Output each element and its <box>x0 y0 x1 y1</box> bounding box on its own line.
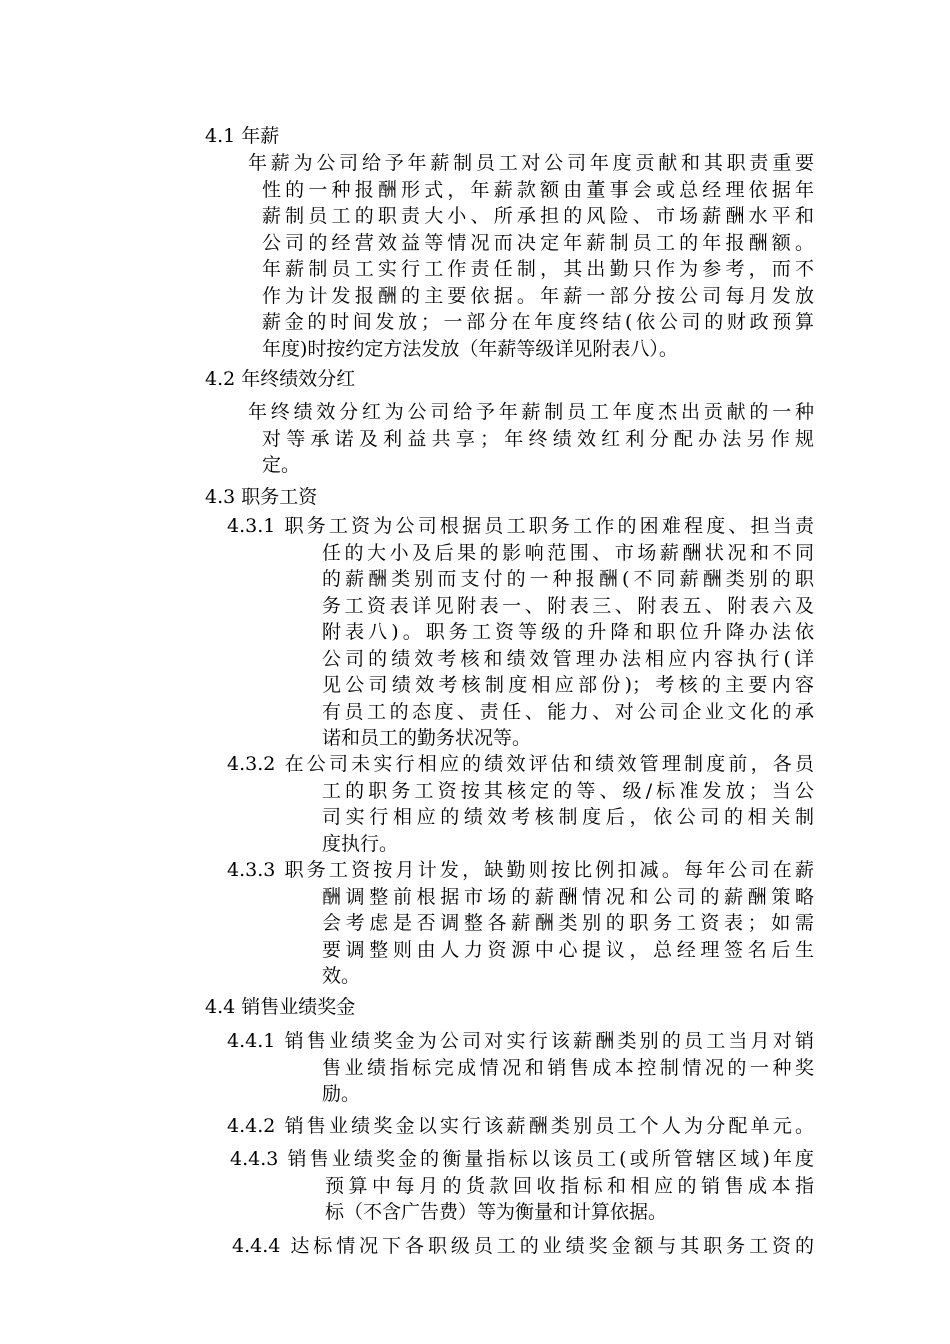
text-line: 预算中每月的货款回收指标和相应的销售成本指 <box>325 1174 814 1197</box>
text-line: 公司的绩效考核和绩效管理办法相应内容执行(详 <box>322 647 814 670</box>
text-line: 要调整则由人力资源中心提议，总经理签名后生 <box>322 938 814 961</box>
text-line: 4.3.2 在公司未实行相应的绩效评估和绩效管理制度前，各员 <box>227 753 814 775</box>
text-line: 年终绩效分红为公司给予年薪制员工年度杰出贡献的一种 <box>248 401 814 423</box>
text-line: 司实行相应的绩效考核制度后，依公司的相关制 <box>322 806 814 828</box>
section-heading-4-4: 4.4 销售业绩奖金 <box>205 996 356 1018</box>
text-line: 4.4.3 销售业绩奖金的衡量指标以该员工(或所管辖区域)年度 <box>230 1148 814 1170</box>
section-heading-4-2: 4.2 年终绩效分红 <box>205 368 356 390</box>
text-line: 有员工的态度、责任、能力、对公司企业文化的承 <box>322 700 814 723</box>
text-line: 公司的经营效益等情况而决定年薪制员工的年报酬额。 <box>262 231 814 254</box>
text-line: 性的一种报酬形式，年薪款额由董事会或总经理依据年 <box>262 178 814 201</box>
text-line: 年薪制员工实行工作责任制，其出勤只作为参考，而不 <box>262 258 814 280</box>
section-heading-4-1: 4.1 年薪 <box>205 125 280 147</box>
text-line: 诺和员工的勤务状况等。 <box>322 727 532 749</box>
text-line: 工的职务工资按其核定的等、级/标准发放；当公 <box>322 779 814 802</box>
text-line: 标（不含广告费）等为衡量和计算依据。 <box>325 1201 668 1223</box>
text-line: 售业绩指标完成情况和销售成本控制情况的一种奖 <box>322 1056 814 1079</box>
text-line: 作为计发报酬的主要依据。年薪一部分按公司每月发放 <box>262 284 814 307</box>
text-line: 4.3.1 职务工资为公司根据员工职务工作的困难程度、担当责 <box>227 515 814 537</box>
text-line: 会考虑是否调整各薪酬类别的职务工资表；如需 <box>322 912 814 934</box>
text-line: 务工资表详见附表一、附表三、附表五、附表六及 <box>322 594 814 617</box>
text-line: 薪金的时间发放；一部分在年度终结(依公司的财政预算 <box>262 311 814 333</box>
text-line: 4.4.2 销售业绩奖金以实行该薪酬类别员工个人为分配单元。 <box>227 1115 814 1137</box>
section-heading-4-3: 4.3 职务工资 <box>205 486 318 508</box>
text-line: 酬调整前根据市场的薪酬情况和公司的薪酬策略 <box>322 885 814 908</box>
text-line: 4.4.1 销售业绩奖金为公司对实行该薪酬类别的员工当月对销 <box>227 1030 814 1052</box>
text-line: 定。 <box>262 454 301 476</box>
text-line: 任的大小及后果的影响范围、市场薪酬状况和不同 <box>322 541 814 564</box>
text-line: 的薪酬类别而支付的一种报酬(不同薪酬类别的职 <box>322 568 814 590</box>
text-line: 薪制员工的职责大小、所承担的风险、市场薪酬水平和 <box>262 205 814 227</box>
text-line: 度执行。 <box>322 832 399 855</box>
text-line: 见公司绩效考核制度相应部份)；考核的主要内容 <box>322 674 814 696</box>
text-line: 4.3.3 职务工资按月计发，缺勤则按比例扣减。每年公司在薪 <box>227 859 814 881</box>
text-line: 4.4.4 达标情况下各职级员工的业绩奖金额与其职务工资的 <box>232 1235 814 1257</box>
text-line: 年薪为公司给予年薪制员工对公司年度贡献和其职责重要 <box>248 152 814 174</box>
text-line: 年度)时按约定方法发放（年薪等级详见附表八）。 <box>262 337 678 360</box>
text-line: 效。 <box>322 965 361 987</box>
text-line: 附表八)。职务工资等级的升降和职位升降办法依 <box>322 621 814 643</box>
text-line: 对等承诺及利益共享；年终绩效红利分配办法另作规 <box>262 427 814 450</box>
text-line: 励。 <box>322 1083 361 1105</box>
